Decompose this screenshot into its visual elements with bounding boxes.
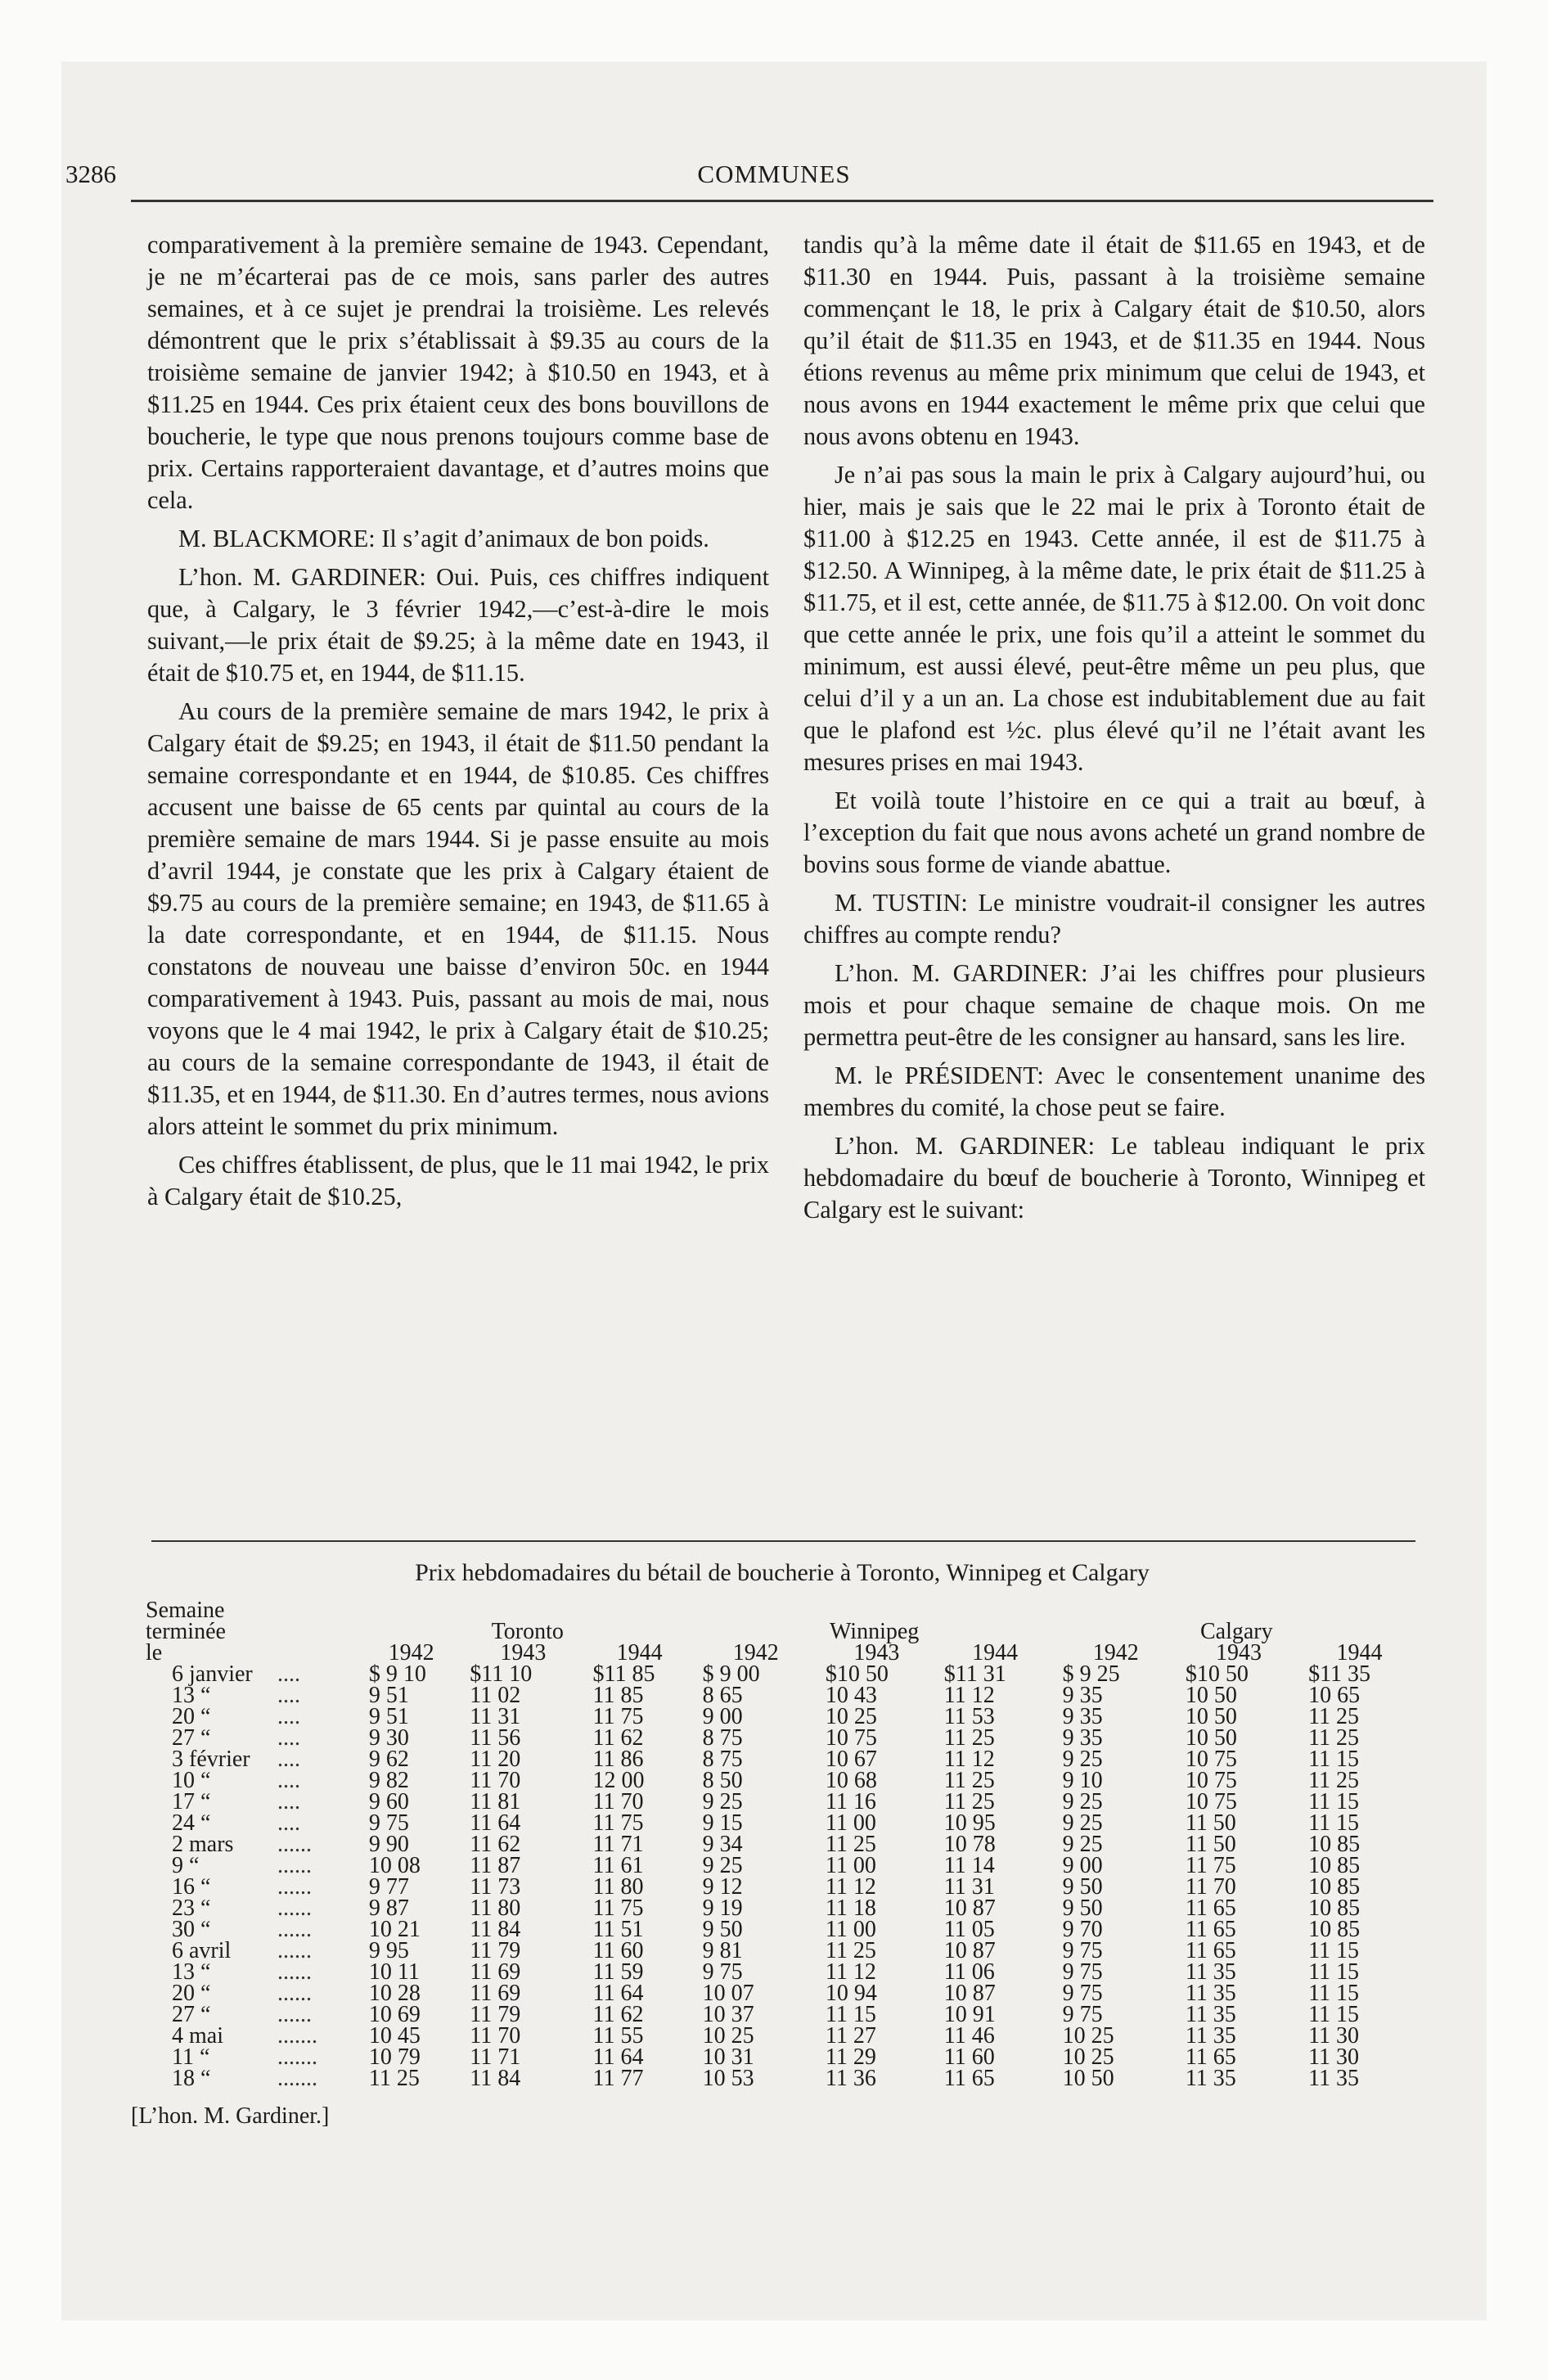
price-cell: 10 45 (368, 2023, 421, 2049)
leader-dots: ...... (277, 1895, 312, 1921)
table-title: Prix hebdomadaires du bétail de boucherie à Toronto, Winnipeg et Calgary (415, 1559, 1150, 1586)
paragraph: L’hon. M. GARDINER: J’ai les chiffres pour plusieurs mois et pour chaque semaine de chaque mois. On me permettra peut-être de les consigner au hansard, sans les lire. (803, 959, 1425, 1051)
price-cell: 10 25 (825, 1704, 877, 1729)
price-cell: 9 75 (1062, 1938, 1103, 1963)
price-cell: 10 50 (1062, 2066, 1114, 2091)
price-cell: 10 85 (1308, 1917, 1361, 1942)
page-number: 3286 (65, 160, 116, 188)
price-cell: 11 55 (592, 2023, 644, 2049)
price-cell: 11 15 (1308, 1981, 1360, 2006)
year-header: 1942 (388, 1640, 434, 1666)
price-cell: $ 9 00 (702, 1661, 760, 1687)
price-cell: 9 60 (368, 1789, 409, 1814)
price-cell: 11 51 (592, 1917, 644, 1942)
price-cell: 11 69 (470, 1981, 521, 2006)
price-cell: 9 34 (702, 1832, 743, 1857)
paragraph: L’hon. M. GARDINER: Oui. Puis, ces chiffres indiquent que, à Calgary, le 3 février 1942,—c’est-à-dire le mois suivant,—le prix était de $9.25; à la même date en 1943, il était de $10.75 et, en 1944, de $11.15. (147, 563, 769, 687)
price-cell: 11 84 (470, 1917, 521, 1942)
year-header: 1944 (972, 1640, 1019, 1666)
price-cell: 10 43 (825, 1683, 877, 1708)
price-cell: 10 25 (1062, 2044, 1114, 2070)
price-cell: 11 06 (943, 1959, 995, 1985)
leader-dots: ...... (277, 1917, 312, 1942)
price-cell: 11 20 (470, 1747, 521, 1772)
price-cell: 9 95 (368, 1938, 409, 1963)
year-header: 1943 (853, 1640, 900, 1666)
week-label: 27 “ (172, 1725, 211, 1751)
running-title: COMMUNES (697, 160, 851, 188)
price-cell: 11 75 (592, 1704, 644, 1729)
price-cell: 10 75 (1185, 1789, 1237, 1814)
price-cell: 11 25 (943, 1768, 995, 1793)
price-cell: 11 25 (943, 1789, 995, 1814)
price-cell: 11 70 (470, 1768, 521, 1793)
price-cell: 11 16 (825, 1789, 876, 1814)
price-cell: 11 59 (592, 1959, 644, 1985)
week-label: 27 “ (172, 2002, 211, 2027)
price-cell: 11 36 (825, 2066, 876, 2091)
leader-dots: .... (277, 1683, 300, 1708)
week-label: 9 “ (172, 1853, 200, 1878)
price-cell: 9 25 (1062, 1810, 1103, 1836)
paragraph: tandis qu’à la même date il était de $11.65 en 1943, et de $11.30 en 1944. Puis, passant à la troisième semaine commençant le 18, le prix à Calgary était de $10.50, alors qu’il était de $11.35 en 1943, et de $11.35 en 1944. Nous étions revenus au même prix minimum que celui de 1943, et nous avons en 1944 exactement le même prix que celui que nous avons obtenu en 1943. (803, 231, 1425, 450)
price-cell: $ 9 25 (1062, 1661, 1120, 1687)
price-cell: 11 25 (1308, 1725, 1360, 1751)
leader-dots: ...... (277, 1959, 312, 1985)
paragraph: M. BLACKMORE: Il s’agit d’animaux de bon poids. (178, 525, 709, 552)
right-column (803, 229, 1425, 1233)
price-cell: 9 50 (1062, 1895, 1103, 1921)
price-cell: 11 15 (1308, 1747, 1360, 1772)
price-cell: 11 70 (1185, 1874, 1236, 1900)
leader-dots: ...... (277, 1874, 312, 1900)
price-cell: 10 69 (368, 2002, 421, 2027)
price-cell: 11 70 (592, 1789, 644, 1814)
price-cell: 9 75 (1062, 1981, 1103, 2006)
price-cell: $11 10 (470, 1661, 533, 1687)
price-cell: 10 50 (1185, 1704, 1237, 1729)
price-cell: 10 91 (943, 2002, 996, 2027)
price-cell: 11 87 (470, 1853, 521, 1878)
price-cell: $10 50 (825, 1661, 889, 1687)
price-cell: 10 87 (943, 1895, 996, 1921)
price-cell: 11 65 (1185, 1917, 1236, 1942)
price-cell: $11 85 (592, 1661, 655, 1687)
leader-dots: .... (277, 1789, 300, 1814)
week-label: 17 “ (172, 1789, 211, 1814)
price-cell: $11 31 (943, 1661, 1006, 1687)
year-header: 1943 (500, 1640, 547, 1666)
price-cell: 10 21 (368, 1917, 421, 1942)
price-cell: 9 75 (368, 1810, 409, 1836)
price-cell: 11 60 (592, 1938, 644, 1963)
price-cell: 11 65 (943, 2066, 995, 2091)
price-cell: 11 73 (470, 1874, 521, 1900)
price-cell: 9 25 (1062, 1832, 1103, 1857)
price-cell: 11 15 (1308, 1789, 1360, 1814)
week-label: 20 “ (172, 1981, 211, 2006)
price-cell: 11 35 (1185, 1959, 1236, 1985)
price-cell: 11 65 (1185, 1938, 1236, 1963)
price-cell: 11 02 (470, 1683, 521, 1708)
price-cell: 10 67 (825, 1747, 877, 1772)
price-cell: 10 08 (368, 1853, 421, 1878)
price-cell: 10 50 (1185, 1725, 1237, 1751)
year-header: 1944 (616, 1640, 663, 1666)
price-cell: 9 75 (702, 1959, 743, 1985)
price-cell: 10 75 (825, 1725, 877, 1751)
price-cell: 11 12 (825, 1874, 876, 1900)
leader-dots: ....... (277, 2044, 317, 2070)
price-cell: 11 05 (943, 1917, 995, 1942)
price-cell: 9 75 (1062, 1959, 1103, 1985)
price-cell: 11 15 (1308, 2002, 1360, 2027)
price-cell: 11 60 (943, 2044, 995, 2070)
year-header: 1942 (732, 1640, 779, 1666)
price-cell: 11 85 (592, 1683, 644, 1708)
price-cell: 11 50 (1185, 1832, 1236, 1857)
leader-dots: ...... (277, 1832, 312, 1857)
price-cell: 11 00 (825, 1917, 876, 1942)
price-cell: 8 75 (702, 1725, 743, 1751)
price-cell: 11 64 (592, 1981, 644, 2006)
leader-dots: ....... (277, 2066, 317, 2091)
price-cell: 9 51 (368, 1683, 409, 1708)
price-cell: 9 50 (1062, 1874, 1103, 1900)
price-cell: 11 25 (825, 1938, 876, 1963)
price-cell: 10 25 (702, 2023, 754, 2049)
price-cell: 10 25 (1062, 2023, 1114, 2049)
price-cell: 9 12 (702, 1874, 743, 1900)
price-cell: 10 94 (825, 1981, 877, 2006)
price-cell: 11 56 (470, 1725, 521, 1751)
column-head-week: terminée (146, 1619, 226, 1644)
paragraph: M. le PRÉSIDENT: Avec le consentement unanime des membres du comité, la chose peut se faire. (803, 1062, 1425, 1121)
price-cell: 9 81 (702, 1938, 743, 1963)
price-cell: 8 75 (702, 1747, 743, 1772)
price-cell: 9 35 (1062, 1704, 1103, 1729)
price-cell: 9 30 (368, 1725, 409, 1751)
price-cell: 10 65 (1308, 1683, 1361, 1708)
price-cell: 11 35 (1185, 2002, 1236, 2027)
price-cell: 11 75 (1185, 1853, 1236, 1878)
price-cell: 10 79 (368, 2044, 421, 2070)
price-cell: 11 79 (470, 2002, 521, 2027)
price-cell: 9 35 (1062, 1683, 1103, 1708)
price-cell: 11 64 (470, 1810, 521, 1836)
price-cell: 11 15 (825, 2002, 876, 2027)
price-cell: 9 50 (702, 1917, 743, 1942)
price-cell: 11 25 (1308, 1704, 1360, 1729)
price-cell: 9 15 (702, 1810, 743, 1836)
left-column (147, 229, 769, 1219)
week-label: 13 “ (172, 1959, 211, 1985)
price-cell: 9 75 (1062, 2002, 1103, 2027)
price-cell: 11 30 (1308, 2044, 1360, 2070)
city-header-calgary: Calgary (1199, 1619, 1273, 1644)
price-cell: 11 25 (368, 2066, 420, 2091)
price-cell: 11 69 (470, 1959, 521, 1985)
price-cell: 10 75 (1185, 1747, 1237, 1772)
price-cell: 9 62 (368, 1747, 409, 1772)
leader-dots: ...... (277, 1981, 312, 2006)
price-cell: 11 86 (592, 1747, 644, 1772)
price-cell: 10 53 (702, 2066, 754, 2091)
price-cell: 10 87 (943, 1938, 996, 1963)
week-label: 4 mai (172, 2023, 223, 2049)
price-cell: 11 27 (825, 2023, 876, 2049)
leader-dots: ...... (277, 1853, 312, 1878)
price-cell: 11 65 (1185, 2044, 1236, 2070)
week-label: 20 “ (172, 1704, 211, 1729)
price-cell: 11 00 (825, 1853, 876, 1878)
price-cell: 10 85 (1308, 1895, 1361, 1921)
price-cell: 10 85 (1308, 1832, 1361, 1857)
column-head-week: Semaine (146, 1598, 225, 1623)
price-cell: 11 79 (470, 1938, 521, 1963)
week-label: 10 “ (172, 1768, 211, 1793)
price-cell: 11 25 (1308, 1768, 1360, 1793)
price-cell: 10 11 (368, 1959, 420, 1985)
price-cell: 11 14 (943, 1853, 995, 1878)
price-cell: 10 78 (943, 1832, 996, 1857)
year-header: 1942 (1092, 1640, 1139, 1666)
week-label: 23 “ (172, 1895, 211, 1921)
price-cell: 9 25 (1062, 1747, 1103, 1772)
price-cell: $10 50 (1185, 1661, 1249, 1687)
price-cell: 11 00 (825, 1810, 876, 1836)
price-cell: 11 12 (825, 1959, 876, 1985)
paragraph: Et voilà toute l’histoire en ce qui a trait au bœuf, à l’exception du fait que nous avons acheté un grand nombre de bovins sous forme de viande abattue. (803, 787, 1425, 878)
price-cell: 9 70 (1062, 1917, 1103, 1942)
leader-dots: .... (277, 1810, 300, 1836)
week-label: 18 “ (172, 2066, 211, 2091)
leader-dots: .... (277, 1747, 300, 1772)
table-rule (151, 1540, 1415, 1542)
price-cell: 11 25 (943, 1725, 995, 1751)
price-cell: 9 25 (702, 1853, 743, 1878)
header-rule (131, 200, 1433, 202)
price-cell: 11 75 (592, 1895, 644, 1921)
price-cell: 11 35 (1185, 2066, 1236, 2091)
price-cell: 11 84 (470, 2066, 521, 2091)
week-label: 11 “ (172, 2044, 210, 2070)
price-cell: $11 35 (1308, 1661, 1371, 1687)
leader-dots: .... (277, 1725, 300, 1751)
price-cell: 9 35 (1062, 1725, 1103, 1751)
leader-dots: ...... (277, 1938, 312, 1963)
price-cell: 8 50 (702, 1768, 743, 1793)
price-cell: 11 29 (825, 2044, 876, 2070)
price-cell: 9 25 (1062, 1789, 1103, 1814)
week-label: 30 “ (172, 1917, 211, 1942)
price-cell: 10 50 (1185, 1683, 1237, 1708)
price-cell: 10 31 (702, 2044, 754, 2070)
year-header: 1943 (1215, 1640, 1262, 1666)
price-cell: 10 85 (1308, 1874, 1361, 1900)
price-cell: 11 62 (470, 1832, 521, 1857)
city-header-toronto: Toronto (491, 1619, 564, 1644)
price-cell: 9 87 (368, 1895, 409, 1921)
week-label: 16 “ (172, 1874, 211, 1900)
paragraph: comparativement à la première semaine de 1943. Cependant, je ne m’écarterai pas de ce mois, sans parler des autres semaines, et à ce sujet je prendrai la troisième. Les relevés démontrent que le prix s’établissait à $9.35 au cours de la troisième semaine de janvier 1942; à $10.50 en 1943, et à $11.25 en 1944. Ces prix étaient ceux des bons bouvillons de boucherie, le type que nous prenons toujours comme base de prix. Certains rapporteraient davantage, et d’autres moins que cela. (147, 231, 769, 514)
price-cell: 9 00 (702, 1704, 743, 1729)
price-cell: 11 75 (592, 1810, 644, 1836)
price-cell: 10 37 (702, 2002, 754, 2027)
price-cell: 10 85 (1308, 1853, 1361, 1878)
price-cell: 11 15 (1308, 1810, 1360, 1836)
price-cell: 11 80 (592, 1874, 644, 1900)
price-cell: 9 51 (368, 1704, 409, 1729)
price-cell: 9 00 (1062, 1853, 1103, 1878)
paragraph: Je n’ai pas sous la main le prix à Calgary aujourd’hui, ou hier, mais je sais que le 22 mai le prix à Toronto était de $11.00 à $12.25 en 1943. Cette année, il est de $11.75 à $12.50. A Winnipeg, à la même date, le prix était de $11.25 à $11.75, et il est, cette année, de $11.75 à $12.00. On voit donc que cette année le prix, une fois qu’il a atteint le sommet du minimum, est aussi élevé, peut-être même un peu plus, que celui d’il y a un an. La chose est indubitablement due au fait que le plafond est ½c. plus élevé qu’il ne l’était avant les mesures prises en mai 1943. (803, 461, 1425, 776)
leader-dots: ....... (277, 2023, 317, 2049)
price-cell: $ 9 10 (368, 1661, 426, 1687)
price-cell: 11 15 (1308, 1938, 1360, 1963)
price-cell: 10 07 (702, 1981, 754, 2006)
price-cell: 11 64 (592, 2044, 644, 2070)
price-cell: 10 87 (943, 1981, 996, 2006)
price-cell: 11 15 (1308, 1959, 1360, 1985)
year-header: 1944 (1336, 1640, 1383, 1666)
city-header-winnipeg: Winnipeg (829, 1619, 920, 1644)
week-label: 13 “ (172, 1683, 211, 1708)
price-cell: 11 31 (943, 1874, 995, 1900)
price-cell: 9 77 (368, 1874, 409, 1900)
price-cell: 10 75 (1185, 1768, 1237, 1793)
price-cell: 11 18 (825, 1895, 876, 1921)
price-cell: 11 61 (592, 1853, 644, 1878)
paragraph: Ces chiffres établissent, de plus, que le 11 mai 1942, le prix à Calgary était de $10.25, (147, 1151, 769, 1210)
price-cell: 11 80 (470, 1895, 521, 1921)
price-cell: 11 62 (592, 1725, 644, 1751)
price-cell: 11 35 (1308, 2066, 1360, 2091)
price-cell: 11 65 (1185, 1895, 1236, 1921)
price-cell: 11 12 (943, 1683, 995, 1708)
paragraph: L’hon. M. GARDINER: Le tableau indiquant le prix hebdomadaire du bœuf de boucherie à Toronto, Winnipeg et Calgary est le suivant: (803, 1132, 1425, 1224)
week-label: 2 mars (172, 1832, 234, 1857)
week-label: 6 janvier (172, 1661, 253, 1687)
price-cell: 11 12 (943, 1747, 995, 1772)
price-cell: 8 65 (702, 1683, 743, 1708)
leader-dots: ...... (277, 2002, 312, 2027)
price-cell: 11 35 (1185, 2023, 1236, 2049)
price-cell: 9 90 (368, 1832, 409, 1857)
price-cell: 11 50 (1185, 1810, 1236, 1836)
leader-dots: .... (277, 1768, 300, 1793)
price-cell: 9 10 (1062, 1768, 1103, 1793)
price-cell: 9 82 (368, 1768, 409, 1793)
price-cell: 11 81 (470, 1789, 521, 1814)
price-cell: 9 19 (702, 1895, 743, 1921)
price-cell: 11 30 (1308, 2023, 1360, 2049)
column-head-week: le (146, 1640, 163, 1666)
price-cell: 11 53 (943, 1704, 995, 1729)
price-cell: 11 71 (592, 1832, 644, 1857)
price-cell: 10 95 (943, 1810, 996, 1836)
paragraph: M. TUSTIN: Le ministre voudrait-il consigner les autres chiffres au compte rendu? (803, 889, 1425, 949)
paragraph: Au cours de la première semaine de mars 1942, le prix à Calgary était de $9.25; en 1943, il était de $11.50 pendant la semaine correspondante et en 1944, de $10.85. Ces chiffres accusent une baisse de 65 cents par quintal au cours de la première semaine de mars 1944. Si je passe ensuite au mois d’avril 1944, je constate que les prix à Calgary étaient de $9.75 au cours de la première semaine; en 1943, de $11.65 à la date correspondante, et en 1944, de $11.15. Nous constatons de nouveau une baisse d’environ 50c. en 1944 comparativement à 1943. Puis, passant au mois de mai, nous voyons que le 4 mai 1942, le prix à Calgary était de $10.25; au cours de la semaine correspondante de 1943, il était de $11.35, et en 1944, de $11.30. En d’autres termes, nous avions alors atteint le sommet du prix minimum. (147, 697, 769, 1140)
leader-dots: .... (277, 1661, 300, 1687)
price-cell: 9 25 (702, 1789, 743, 1814)
week-label: 3 février (172, 1747, 250, 1772)
price-cell: 10 68 (825, 1768, 877, 1793)
price-cell: 11 62 (592, 2002, 644, 2027)
week-label: 6 avril (172, 1938, 232, 1963)
price-cell: 11 70 (470, 2023, 521, 2049)
table-row (146, 2068, 1419, 2089)
week-label: 24 “ (172, 1810, 211, 1836)
price-table (146, 1600, 1419, 2089)
price-cell: 11 35 (1185, 1981, 1236, 2006)
price-cell: 11 25 (825, 1832, 876, 1857)
price-cell: 11 46 (943, 2023, 995, 2049)
price-cell: 11 71 (470, 2044, 521, 2070)
price-cell: 11 31 (470, 1704, 521, 1729)
price-cell: 10 28 (368, 1981, 421, 2006)
speaker-footer: [L’hon. M. Gardiner.] (131, 2103, 330, 2129)
price-cell: 11 77 (592, 2066, 644, 2091)
price-cell: 12 00 (592, 1768, 645, 1793)
leader-dots: .... (277, 1704, 300, 1729)
